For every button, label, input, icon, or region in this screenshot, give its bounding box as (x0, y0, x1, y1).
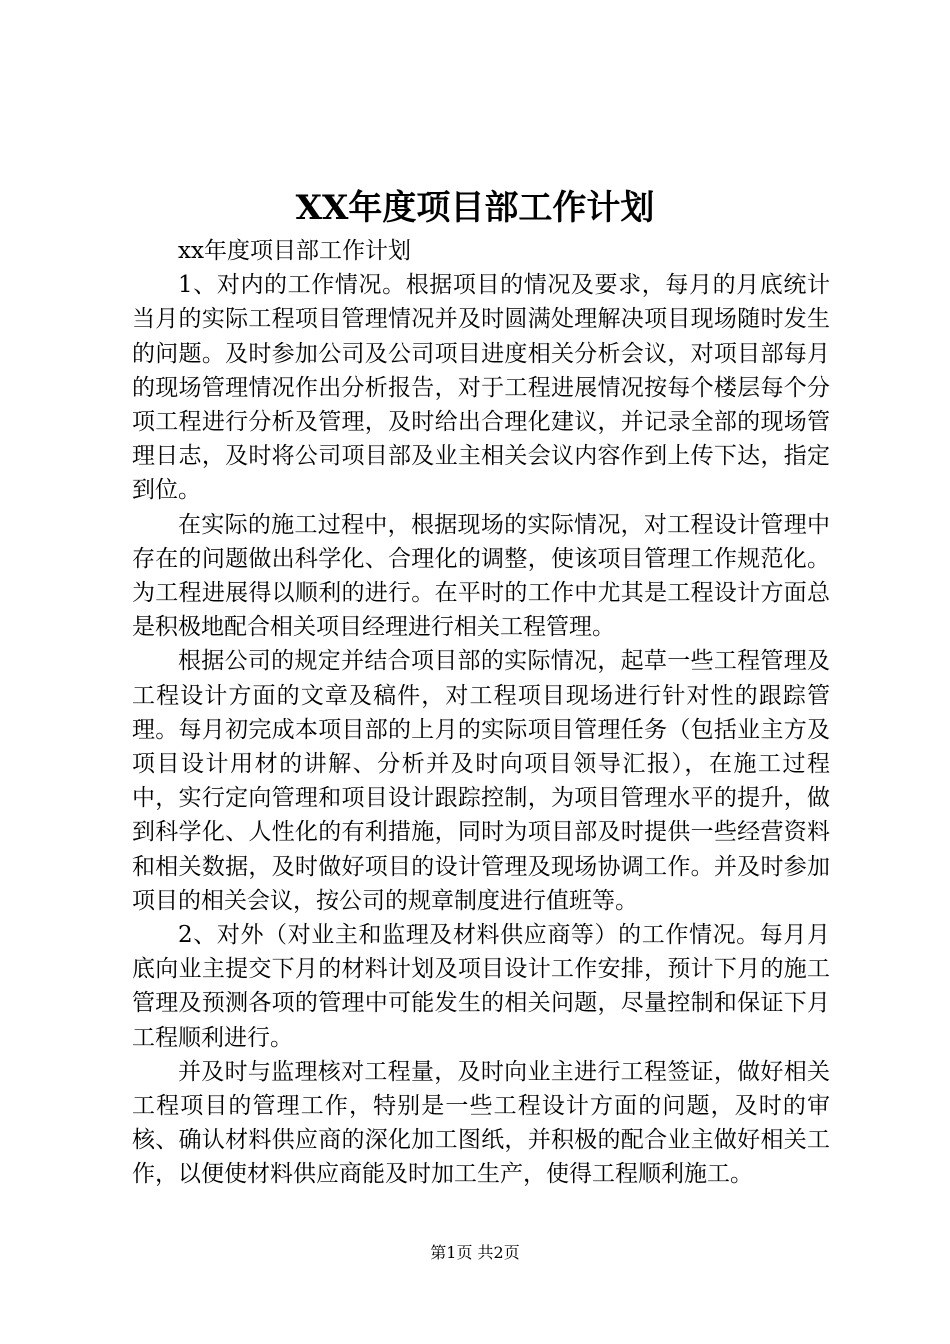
document-title: XX年度项目部工作计划 (295, 188, 655, 228)
paragraph-external-work: 2、对外（对业主和监理及材料供应商等）的工作情况。每月月底向业主提交下月的材料计划及项目设计工作安排，预计下月的施工管理及预测各项的管理中可能发生的相关问题，尽量控制和保证下月工程顺利进行。 (132, 922, 830, 1051)
paragraph-supervision: 并及时与监理核对工程量，及时向业主进行工程签证，做好相关工程项目的管理工作，特别是一些工程设计方面的问题，及时的审核、确认材料供应商的深化加工图纸，并积极的配合业主做好相关工作，以便使材料供应商能及时加工生产，使得工程顺利施工。 (132, 1058, 830, 1188)
document-body (132, 234, 830, 1192)
paragraph-company-regulations: 根据公司的规定并结合项目部的实际情况，起草一些工程管理及工程设计方面的文章及稿件，对工程项目现场进行针对性的跟踪管理。每月初完成本项目部的上月的实际项目管理任务（包括业主方及项目设计用材的讲解、分析并及时向项目领导汇报），在施工过程中，实行定向管理和项目设计跟踪控制，为项目管理水平的提升，做到科学化、人性化的有利措施，同时为项目部及时提供一些经营资料和相关数据，及时做好项目的设计管理及现场协调工作。并及时参加项目的相关会议，按公司的规章制度进行值班等。 (132, 648, 830, 914)
subtitle-paragraph: xx年度项目部工作计划 (178, 238, 411, 264)
paragraph-internal-work: 1、对内的工作情况。根据项目的情况及要求，每月的月底统计当月的实际工程项目管理情况并及时圆满处理解决项目现场随时发生的问题。及时参加公司及公司项目进度相关分析会议，对项目部每月的现场管理情况作出分析报告，对于工程进展情况按每个楼层每个分项工程进行分析及管理，及时给出合理化建议，并记录全部的现场管理日志，及时将公司项目部及业主相关会议内容作到上传下达，指定到位。 (132, 272, 830, 504)
paragraph-construction-process: 在实际的施工过程中，根据现场的实际情况，对工程设计管理中存在的问题做出科学化、合理化的调整，使该项目管理工作规范化。为工程进展得以顺利的进行。在平时的工作中尤其是工程设计方面总是积极地配合相关项目经理进行相关工程管理。 (132, 511, 830, 641)
page-footer: 第1页 共2页 (430, 1243, 520, 1262)
